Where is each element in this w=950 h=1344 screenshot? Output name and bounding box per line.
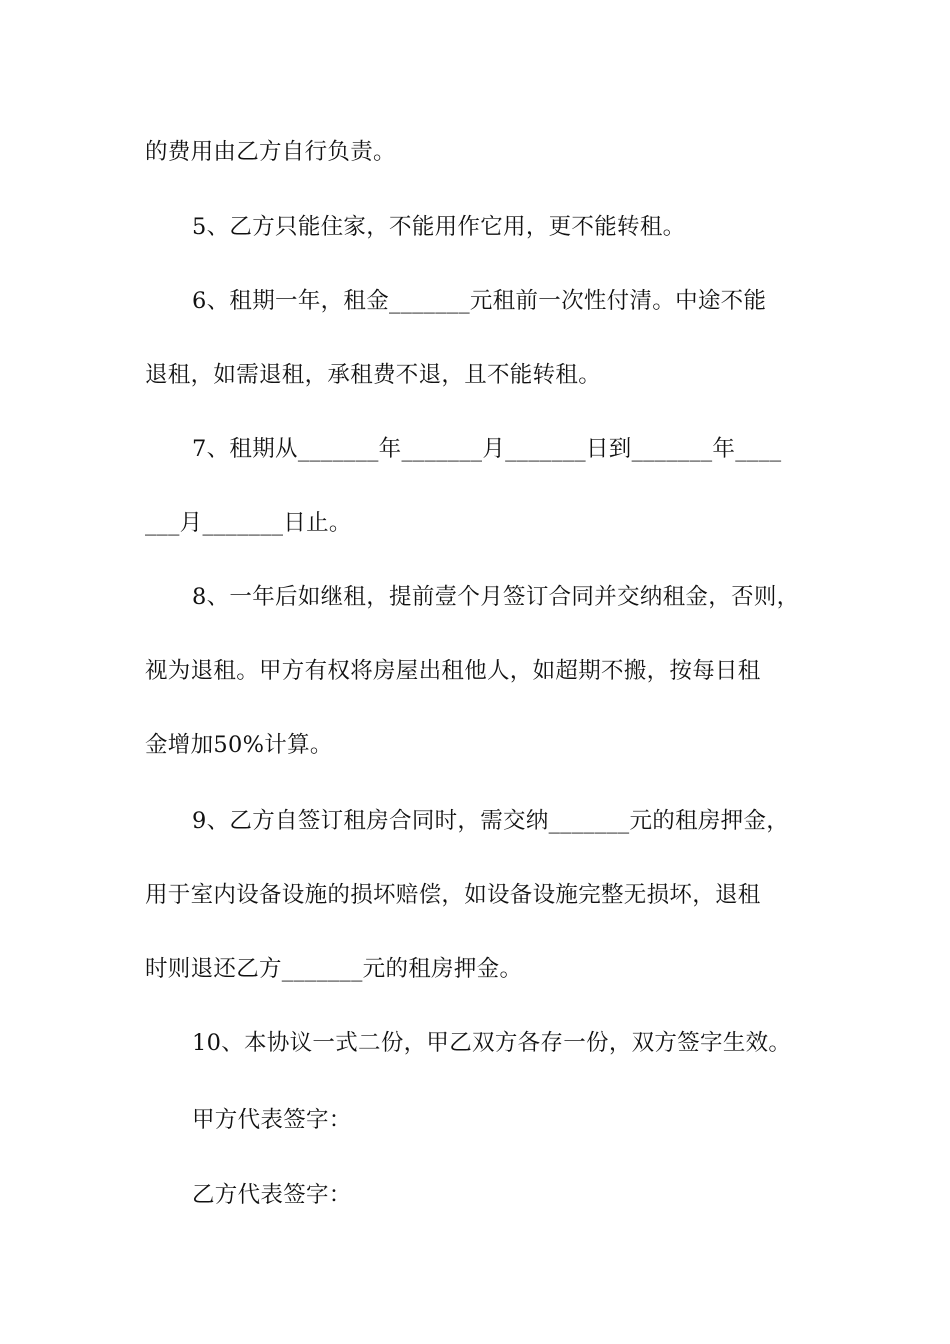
clause-6: 6、租期一年，租金_______元租前一次性付清。中途不能 [192, 288, 767, 314]
clause-7-continued: ___月_______日止。 [145, 510, 352, 536]
clause-7: 7、租期从_______年_______月_______日到_______年____ [192, 436, 782, 462]
party-a-signature-label: 甲方代表签字： [192, 1107, 352, 1133]
clause-9-continued-2: 时则退还乙方_______元的租房押金。 [145, 956, 523, 982]
clause-5: 5、乙方只能住家，不能用作它用，更不能转租。 [192, 214, 686, 240]
clause-9: 9、乙方自签订租房合同时，需交纳_______元的租房押金， [192, 808, 790, 834]
clause-8-continued-2: 金增加50%计算。 [145, 732, 333, 758]
clause-10: 10、本协议一式二份，甲乙双方各存一份，双方签字生效。 [192, 1030, 792, 1056]
clause-8: 8、一年后如继租，提前壹个月签订合同并交纳租金，否则， [192, 584, 800, 610]
clause-9-continued-1: 用于室内设备设施的损坏赔偿，如设备设施完整无损坏，退租 [145, 882, 761, 908]
clause-6-continued: 退租，如需退租，承租费不退，且不能转租。 [145, 362, 602, 388]
clause-8-continued-1: 视为退租。甲方有权将房屋出租他人，如超期不搬，按每日租 [145, 658, 761, 684]
text-line-fee-responsibility: 的费用由乙方自行负责。 [145, 139, 396, 165]
party-b-signature-label: 乙方代表签字： [192, 1182, 352, 1208]
